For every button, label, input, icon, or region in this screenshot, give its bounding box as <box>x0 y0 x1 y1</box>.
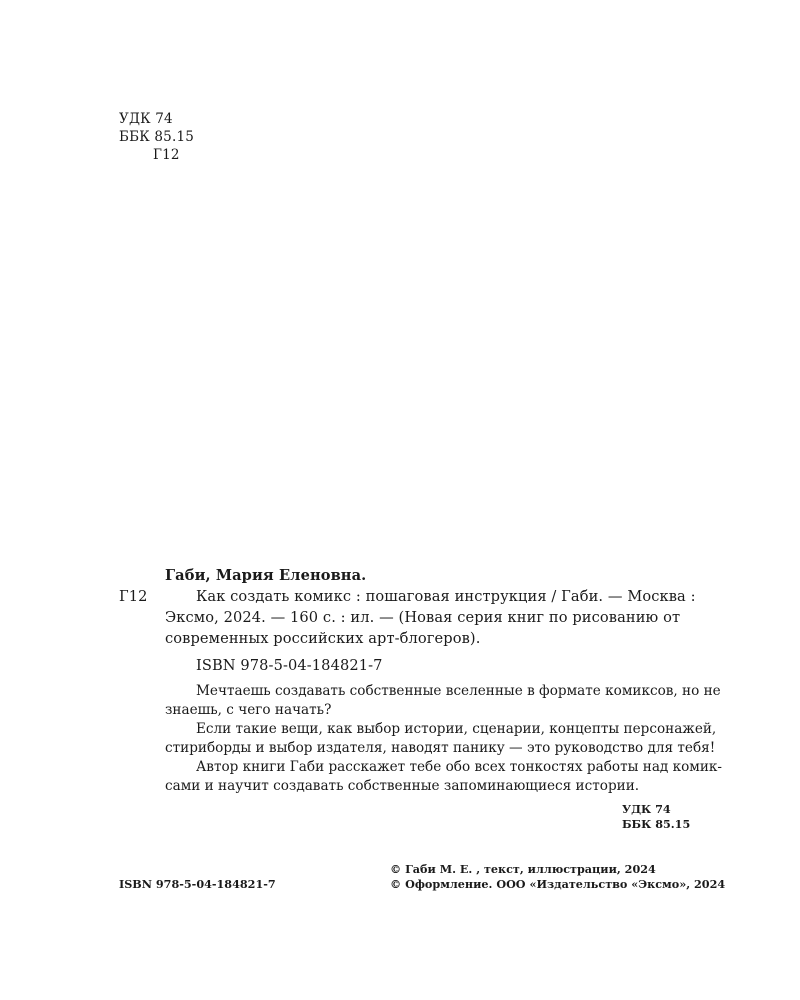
bbk-code: ББК 85.15 <box>119 129 195 145</box>
title-line: современных российских арт-блогеров). <box>165 630 481 647</box>
title-line: Эксмо, 2024. — 160 с. : ил. — (Новая серия книг по рисованию от <box>165 609 681 626</box>
title-line: Как создать комикс : пошаговая инструкция / Габи. — Москва : <box>196 588 696 605</box>
footer-isbn: ISBN 978-5-04-184821-7 <box>119 877 276 891</box>
record-udk: УДК 74 <box>622 802 671 816</box>
annotation-line: Мечтаешь создавать собственные вселенные в формате комиксов, но не <box>196 683 721 699</box>
author-mark: Г12 <box>153 147 180 163</box>
record-author-mark: Г12 <box>119 588 148 605</box>
annotation-line: Автор книги Габи расскажет тебе обо всех тонкостях работы над комик- <box>196 759 723 775</box>
annotation-line: знаешь, с чего начать? <box>165 702 332 718</box>
copyright-text: © Габи М. Е. , текст, иллюстрации, 2024 <box>390 862 656 876</box>
record-isbn: ISBN 978-5-04-184821-7 <box>196 657 383 674</box>
udk-code: УДК 74 <box>119 111 173 127</box>
author-name: Габи, Мария Еленовна. <box>165 567 367 584</box>
annotation-line: стириборды и выбор издателя, наводят панику — это руководство для тебя! <box>165 740 716 756</box>
record-bbk: ББК 85.15 <box>622 817 691 831</box>
annotation-line: сами и научит создавать собственные запоминающиеся истории. <box>165 778 640 794</box>
copyright-design: © Оформление. ООО «Издательство «Эксмо», 2024 <box>390 877 726 891</box>
annotation-line: Если такие вещи, как выбор истории, сценарии, концепты персонажей, <box>196 721 717 737</box>
